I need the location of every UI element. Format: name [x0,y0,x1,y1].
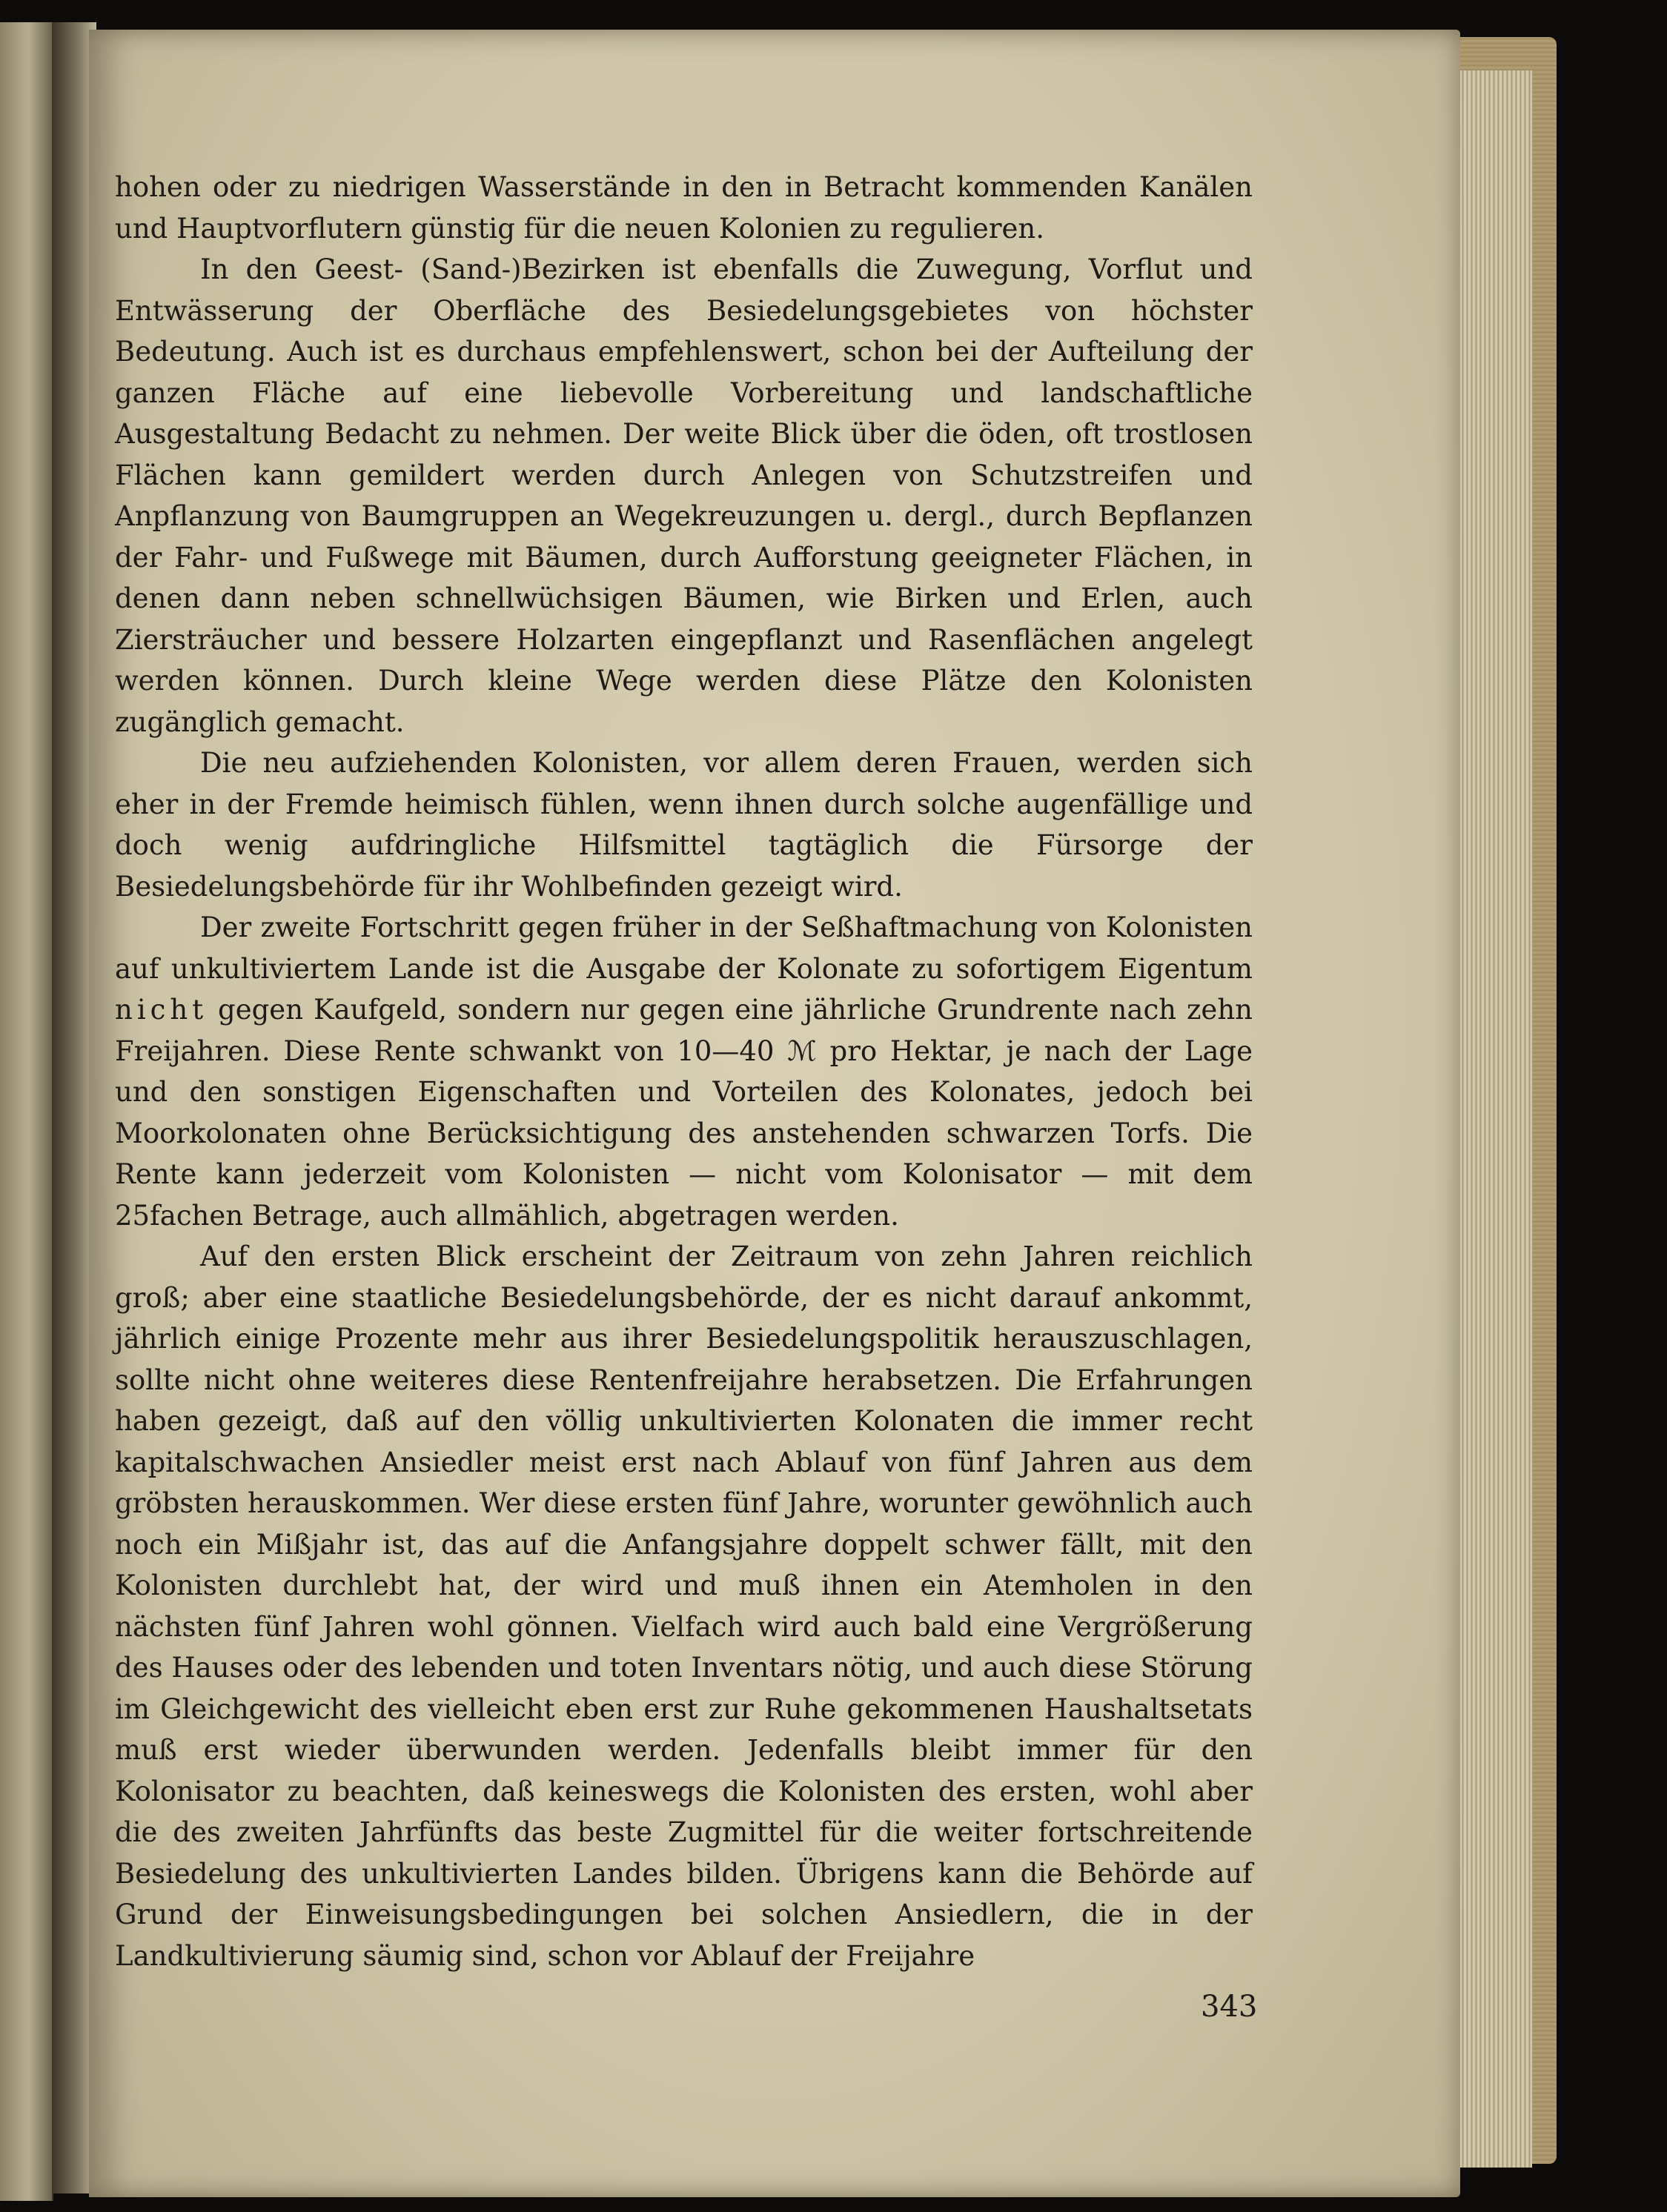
paragraph-2: In den Geest- (Sand-)Bezirken ist ebenfalls die Zuwegung, Vorflut und Entwässerung der Oberfläche des Besiedelungsgebietes von höchster Bedeutung. Auch ist es durchaus empfehlenswert, schon bei der Aufteilung der ganzen Fläche auf eine liebevolle Vorbereitung und landschaftliche Ausgestaltung Bedacht zu nehmen. Der weite Blick über die öden, oft trostlosen Flächen kann gemildert werden durch Anlegen von Schutzstreifen und Anpflanzung von Baumgruppen an Wegekreuzungen u. dergl., durch Bepflanzen der Fahr- und Fußwege mit Bäumen, durch Aufforstung geeigneter Flächen, in denen dann neben schnellwüchsigen Bäumen, wie Birken und Erlen, auch Ziersträucher und bessere Holzarten eingepflanzt und Rasenflächen angelegt werden können. Durch kleine Wege werden diese Plätze den Kolonisten zugänglich gemacht. [115,253,1253,738]
paragraph-4-emphasis: nicht [115,994,208,1026]
paragraph-3: Die neu aufziehenden Kolonisten, vor allem deren Frauen, werden sich eher in der Fremde heimisch fühlen, wenn ihnen durch solche augenfällige und doch wenig aufdringliche Hilfsmittel tagtäglich die Fürsorge der Besiedelungsbehörde für ihr Wohlbefinden gezeigt wird. [115,747,1253,903]
paragraph-4 [115,907,1253,1236]
page-number: 343 [1201,1990,1258,2024]
paragraph-5: Auf den ersten Blick erscheint der Zeitraum von zehn Jahren reichlich groß; aber eine staatliche Besiedelungsbehörde, der es nicht darauf ankommt, jährlich einige Prozente mehr aus ihrer Besiedelungspolitik herauszuschlagen, sollte nicht ohne weiteres diese Rentenfreijahre herabsetzen. Die Erfahrungen haben gezeigt, daß auf den völlig unkultivierten Kolonaten die immer recht kapitalschwachen Ansiedler meist erst nach Ablauf von fünf Jahren aus dem gröbsten herauskommen. Wer diese ersten fünf Jahre, worunter gewöhnlich auch noch ein Mißjahr ist, das auf die Anfangsjahre doppelt schwer fällt, mit den Kolonisten durchlebt hat, der wird und muß ihnen ein Atemholen in den nächsten fünf Jahren wohl gönnen. Vielfach wird auch bald eine Vergrößerung des Hauses oder des lebenden und toten Inventars nötig, und auch diese Störung im Gleichgewicht des vielleicht eben erst zur Ruhe gekommenen Haushaltsetats muß erst wieder überwunden werden. Jedenfalls bleibt immer für den Kolonisator zu beachten, daß keineswegs die Kolonisten des ersten, wohl aber die des zweiten Jahrfünfts das beste Zugmittel für die weiter fortschreitende Besiedelung des unkultivierten Landes bilden. Übrigens kann die Behörde auf Grund der Einweisungsbedingungen bei solchen Ansiedlern, die in der Landkultivierung säumig sind, schon vor Ablauf der Freijahre [115,1240,1253,1972]
paragraph-4-end: gegen Kaufgeld, sondern nur gegen eine jährliche Grundrente nach zehn Freijahren. Diese Rente schwankt von 10—40 ℳ pro Hektar, je nach der Lage und den sonstigen Eigenschaften und Vorteilen des Kolonates, jedoch bei Moorkolonaten ohne Berücksichtigung des anstehenden schwarzen Torfs. Die Rente kann jederzeit vom Kolonisten — nicht vom Kolonisator — mit dem 25fachen Betrage, auch allmählich, abgetragen werden. [115,994,1253,1232]
page-stack-edges [1449,70,1532,2168]
body-text [115,167,1253,1976]
paragraph-1: hohen oder zu niedrigen Wasserstände in den in Betracht kommenden Kanälen und Hauptvorflutern günstig für die neuen Kolonien zu regulieren. [115,171,1253,245]
paragraph-4-start: Der zweite Fortschritt gegen früher in der Seßhaftmachung von Kolonisten auf unkultiviertem Lande ist die Ausgabe der Kolonate zu sofortigem Eigentum [115,911,1253,985]
left-page-edge [0,22,53,2201]
